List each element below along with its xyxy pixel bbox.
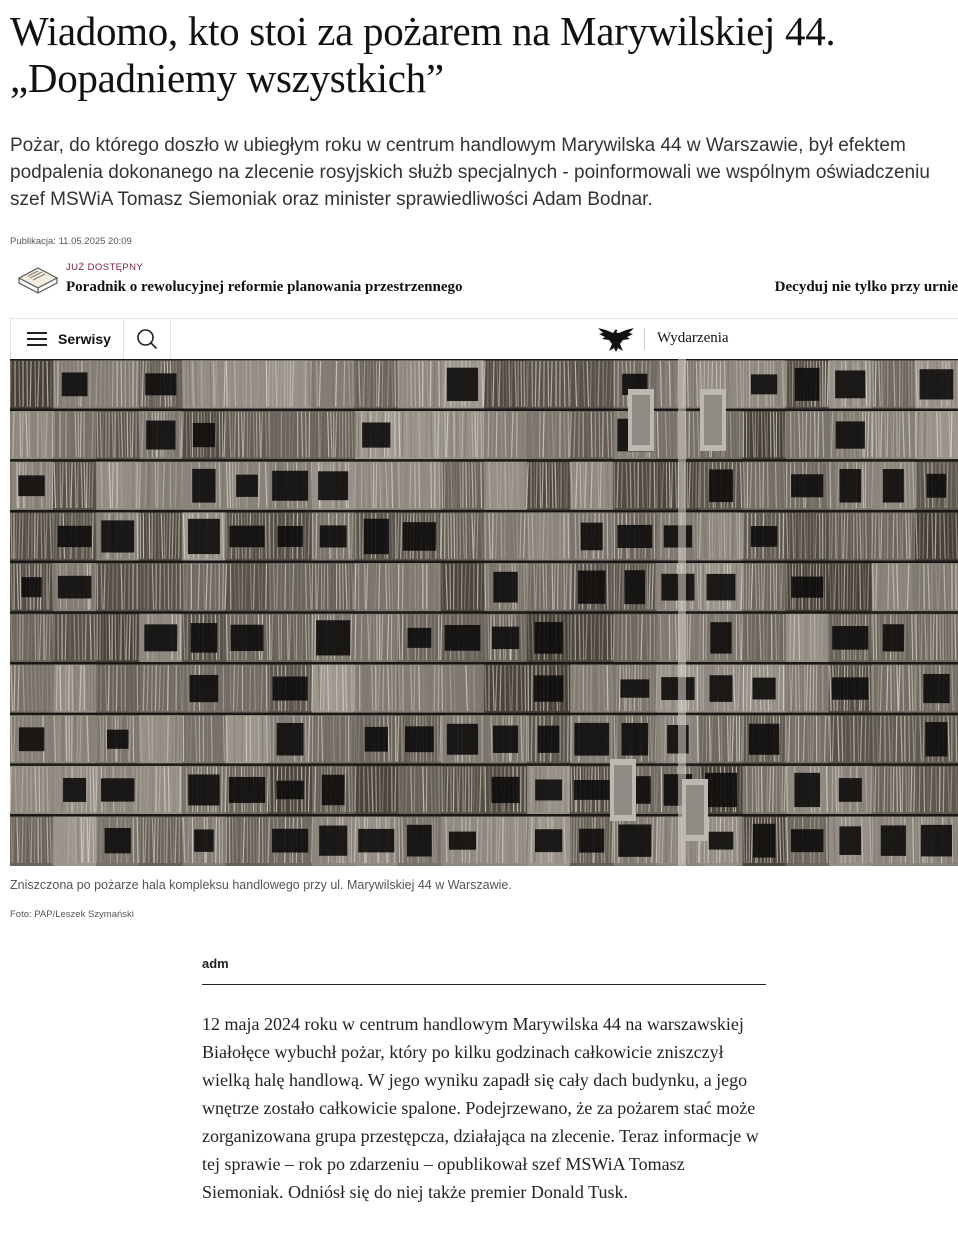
article-photo bbox=[10, 359, 958, 866]
author-divider bbox=[202, 984, 766, 985]
article-headline: Wiadomo, kto stoi za pożarem na Marywilskiej 44. „Dopadniemy wszystkich” bbox=[10, 8, 836, 101]
search-icon bbox=[136, 328, 158, 350]
photo-credit: Foto: PAP/Leszek Szymański bbox=[10, 909, 134, 920]
book-icon bbox=[16, 264, 60, 298]
publication-date: Publikacja: 11.05.2025 20:09 bbox=[10, 236, 132, 247]
article-author[interactable]: adm bbox=[202, 956, 229, 971]
services-menu-button[interactable] bbox=[10, 319, 124, 359]
promo-banner[interactable] bbox=[16, 260, 958, 304]
services-menu-label: Serwisy bbox=[58, 331, 111, 347]
eagle-logo-icon[interactable] bbox=[596, 324, 636, 354]
article-lead: Pożar, do którego doszło w ubiegłym roku w centrum handlowym Marywilska 44 w Warszawie, był efektem podpalenia dokonanego na zlecenie rosyjskich służb specjalnych - poinformowali we wspólnym oświadczeniu szef MSWiA Tomasz Siemoniak oraz minister sprawiedliwości Adam Bodnar. bbox=[10, 135, 930, 210]
section-label[interactable]: Wydarzenia bbox=[657, 330, 729, 346]
article-body: 12 maja 2024 roku w centrum handlowym Marywilska 44 na warszawskiej Białołęce wybuchł pożar, który po kilku godzinach całkowicie zniszczył wielką halę handlową. W jego wyniku zapadł się cały dach budynku, a jego wnętrze zostało całkowicie spalone. Podejrzewano, że za pożarem stać może zorganizowana grupa przestępcza, działająca na zlecenie. Teraz informacje w tej sprawie – rok po zdarzeniu – opublikował szef MSWiA Tomasz Siemoniak. Odniósł się do niej także premier Donald Tusk. bbox=[202, 1014, 759, 1202]
promo-side-link[interactable]: Decyduj nie tylko przy urnie bbox=[774, 279, 958, 295]
photo-caption: Zniszczona po pożarze hala kompleksu handlowego przy ul. Marywilskiej 44 w Warszawie. bbox=[10, 878, 512, 892]
hamburger-icon bbox=[27, 332, 47, 346]
logo-divider bbox=[644, 328, 645, 350]
section-navbar bbox=[10, 318, 958, 360]
promo-title-link[interactable]: Poradnik o rewolucyjnej reformie planowania przestrzennego bbox=[66, 279, 463, 295]
search-button[interactable] bbox=[123, 319, 171, 359]
promo-badge: JUŻ DOSTĘPNY bbox=[66, 262, 144, 273]
